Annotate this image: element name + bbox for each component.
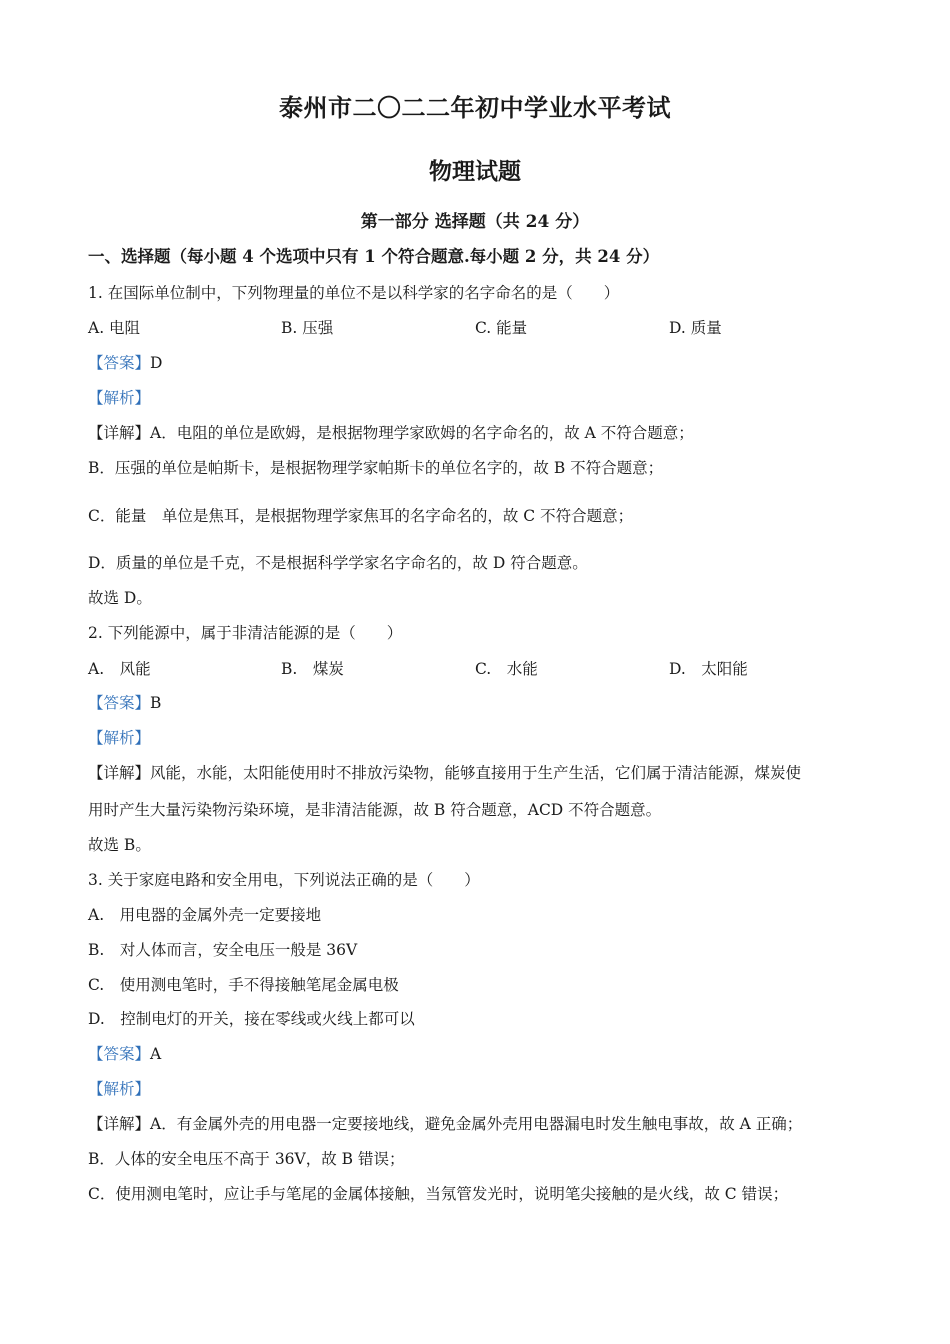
q1-detail-line: D．质量的单位是千克，不是根据科学学家名字命名的，故 D 符合题意。 bbox=[88, 554, 588, 572]
q3-detail-line: B．人体的安全电压不高于 36V，故 B 错误； bbox=[88, 1150, 405, 1168]
q3-detail-line: C．使用测电笔时，应让手与笔尾的金属体接触，当氖管发光时，说明笔尖接触的是火线，故 C 错误； bbox=[88, 1185, 789, 1203]
detail-text: 风能，水能，太阳能使用时不排放污染物，能够直接用于生产生活，它们属于清洁能源，煤炭使 bbox=[150, 764, 802, 782]
q2-option-c: C. 水能 bbox=[475, 660, 538, 678]
detail-text: A．有金属外壳的用电器一定要接地线，避免金属外壳用电器漏电时发生触电事故，故 A 正确； bbox=[150, 1115, 803, 1133]
q2-option-d: D. 太阳能 bbox=[669, 660, 748, 678]
q1-conclusion: 故选 D。 bbox=[88, 589, 152, 607]
q1-detail-line: C．能量 单位是焦耳，是根据物理学家焦耳的名字命名的，故 C 不符合题意； bbox=[88, 507, 634, 525]
q1-option-a: A. 电阻 bbox=[88, 319, 141, 337]
q1-analysis-label: 【解析】 bbox=[88, 389, 151, 407]
q3-analysis-label: 【解析】 bbox=[88, 1080, 151, 1098]
q3-answer bbox=[88, 1043, 161, 1065]
q1-stem: 1. 在国际单位制中，下列物理量的单位不是以科学家的名字命名的是（ ） bbox=[88, 284, 620, 302]
answer-label: 【答案】 bbox=[88, 354, 151, 372]
q2-conclusion: 故选 B。 bbox=[88, 836, 151, 854]
q3-option-a: A. 用电器的金属外壳一定要接地 bbox=[88, 906, 322, 924]
q1-answer bbox=[88, 352, 162, 374]
q3-option-d: D. 控制电灯的开关，接在零线或火线上都可以 bbox=[88, 1010, 415, 1028]
detail-text: A．电阻的单位是欧姆，是根据物理学家欧姆的名字命名的，故 A 不符合题意； bbox=[150, 424, 694, 442]
q2-option-b: B. 煤炭 bbox=[281, 660, 344, 678]
q3-option-c: C. 使用测电笔时，手不得接触笔尾金属电极 bbox=[88, 976, 399, 994]
q3-stem: 3. 关于家庭电路和安全用电，下列说法正确的是（ ） bbox=[88, 871, 480, 889]
detail-label: 【详解】 bbox=[88, 424, 151, 442]
detail-label: 【详解】 bbox=[88, 764, 151, 782]
q3-option-b: B. 对人体而言，安全电压一般是 36V bbox=[88, 941, 358, 959]
q1-detail bbox=[88, 422, 694, 444]
section-heading: 一、选择题（每小题 4 个选项中只有 1 个符合题意.每小题 2 分，共 24 分） bbox=[88, 247, 660, 266]
answer-label: 【答案】 bbox=[88, 694, 151, 712]
detail-label: 【详解】 bbox=[88, 1115, 151, 1133]
exam-title: 泰州市二〇二二年初中学业水平考试 bbox=[279, 93, 671, 122]
q2-stem: 2. 下列能源中，属于非清洁能源的是（ ） bbox=[88, 624, 403, 642]
q2-analysis-label: 【解析】 bbox=[88, 729, 151, 747]
answer-value: B bbox=[150, 694, 162, 712]
answer-value: A bbox=[150, 1045, 162, 1063]
answer-value: D bbox=[150, 354, 163, 372]
q1-option-d: D. 质量 bbox=[669, 319, 722, 337]
answer-label: 【答案】 bbox=[88, 1045, 151, 1063]
q3-detail bbox=[88, 1113, 802, 1135]
q1-option-c: C. 能量 bbox=[475, 319, 528, 337]
q2-detail-line: 用时产生大量污染物污染环境，是非清洁能源，故 B 符合题意，ACD 不符合题意。 bbox=[88, 801, 662, 819]
q2-answer bbox=[88, 692, 161, 714]
part-heading: 第一部分 选择题（共 24 分） bbox=[360, 212, 590, 232]
q1-detail-line: B．压强的单位是帕斯卡，是根据物理学家帕斯卡的单位名字的，故 B 不符合题意； bbox=[88, 459, 664, 477]
q1-option-b: B. 压强 bbox=[281, 319, 334, 337]
q2-option-a: A. 风能 bbox=[88, 660, 151, 678]
exam-subtitle: 物理试题 bbox=[429, 158, 521, 185]
q2-detail bbox=[88, 762, 801, 784]
